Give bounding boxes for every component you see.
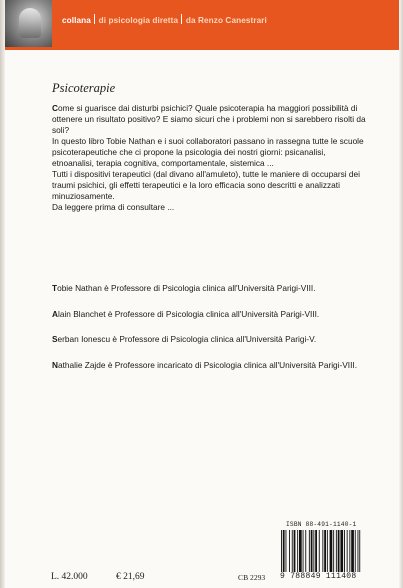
- header-separator: [94, 14, 95, 24]
- author-initial: N: [52, 359, 58, 370]
- header-collana: collana: [62, 16, 91, 25]
- book-title: Psicoterapie: [52, 81, 116, 95]
- header-series-name: di psicologia diretta: [98, 16, 179, 25]
- barcode-bar: [322, 530, 323, 572]
- barcode-bar: [294, 530, 296, 572]
- barcode-bar: [303, 530, 304, 572]
- author-bio-text: erban Ionescu è Professore di Psicologia clinica all'Università Parigi-V.: [57, 334, 317, 344]
- author-initial: T: [52, 283, 58, 293]
- author-bios: [52, 283, 366, 385]
- author-bio: [52, 334, 366, 345]
- barcode-bar: [349, 530, 350, 572]
- blurb-paragraph: Tutti i dispositivi terapeutici (dal divano all'amuleto), tutte le maniere di occuparsi dei traumi psichici, gli effetti terapeutici e la loro efficacia sono descritti e analizzati minuziosamente.: [52, 169, 360, 201]
- header-photo-thumbnail: [5, 0, 52, 47]
- blurb-paragraph: In questo libro Tobie Nathan e i suoi collaboratori passano in rassegna tutte le scuole psicoterapeutiche che ci propone la psicologia dei nostri giorni: psicanalisi, etnoanalisi, terapia cognitiva, comportamentale, sistemica ...: [52, 136, 364, 168]
- author-bio: [52, 360, 366, 371]
- barcode-bar: [355, 530, 356, 572]
- barcode-bar: [333, 530, 334, 572]
- catalog-code: CB 2293: [238, 573, 266, 582]
- barcode-bar: [292, 530, 293, 572]
- author-initial: S: [52, 334, 58, 344]
- book-page-edge: [399, 0, 403, 588]
- barcode-bar: [309, 530, 310, 572]
- barcode-bar: [299, 530, 302, 572]
- isbn-label: ISBN 88-491-1140-1: [286, 521, 357, 528]
- barcode-bar: [286, 530, 287, 572]
- blurb-paragraph: Da leggere prima di consultare ...: [52, 202, 175, 212]
- barcode-bar: [305, 530, 306, 572]
- barcode-bar: [313, 530, 314, 572]
- barcode-icon: [280, 530, 387, 572]
- author-bio-text: obie Nathan è Professore di Psicologia clinica all'Università Parigi-VIII.: [57, 283, 316, 293]
- barcode-bar: [297, 530, 298, 572]
- barcode-bar: [315, 530, 317, 572]
- barcode-bar: [330, 530, 333, 572]
- barcode-bar: [336, 530, 337, 572]
- header-separator: [181, 14, 182, 24]
- author-bio-text: athalie Zajde è Professore incaricato di Psicologia clinica all'Università Parigi-VIII.: [58, 359, 358, 370]
- barcode-bar: [319, 530, 320, 572]
- blurb-initial: C: [52, 103, 58, 113]
- barcode-digits: 9 788849 111408: [280, 572, 357, 581]
- photo-figure-icon: [19, 8, 41, 38]
- barcode-bar: [324, 530, 326, 572]
- author-bio: [52, 309, 366, 320]
- barcode-bar: [344, 530, 345, 572]
- barcode-bar: [281, 530, 282, 572]
- barcode-bar: [338, 530, 340, 572]
- author-bio-text: lain Blanchet è Professore di Psicologia clinica all'Università Parigi-VIII.: [58, 308, 320, 319]
- barcode-bar: [347, 530, 348, 572]
- blurb-text: ome si guarisce dai disturbi psichici? Quale psicoterapia ha maggiori possibilità di ottenere un risultato positivo? E siamo sicuri che i problemi non si sarebbero risolti da soli?: [52, 103, 366, 135]
- barcode-bar: [359, 530, 360, 572]
- blurb-paragraph: [52, 103, 366, 136]
- author-initial: A: [52, 308, 58, 319]
- barcode-bar: [351, 530, 354, 572]
- price-euro: € 21,69: [116, 572, 145, 582]
- barcode-bar: [327, 530, 328, 572]
- header-director: da Renzo Canestrari: [185, 16, 267, 25]
- series-header-band: [5, 0, 399, 50]
- series-header-text: [62, 14, 267, 25]
- barcode-bar: [283, 530, 285, 572]
- barcode-bar: [340, 530, 343, 572]
- author-bio: [52, 283, 366, 294]
- back-cover-blurb: [52, 103, 366, 213]
- barcode-bar: [311, 530, 313, 572]
- book-spine-edge: [0, 0, 5, 588]
- barcode-bar: [289, 530, 290, 572]
- price-lire: L. 42.000: [51, 572, 88, 582]
- barcode-bar: [358, 530, 359, 572]
